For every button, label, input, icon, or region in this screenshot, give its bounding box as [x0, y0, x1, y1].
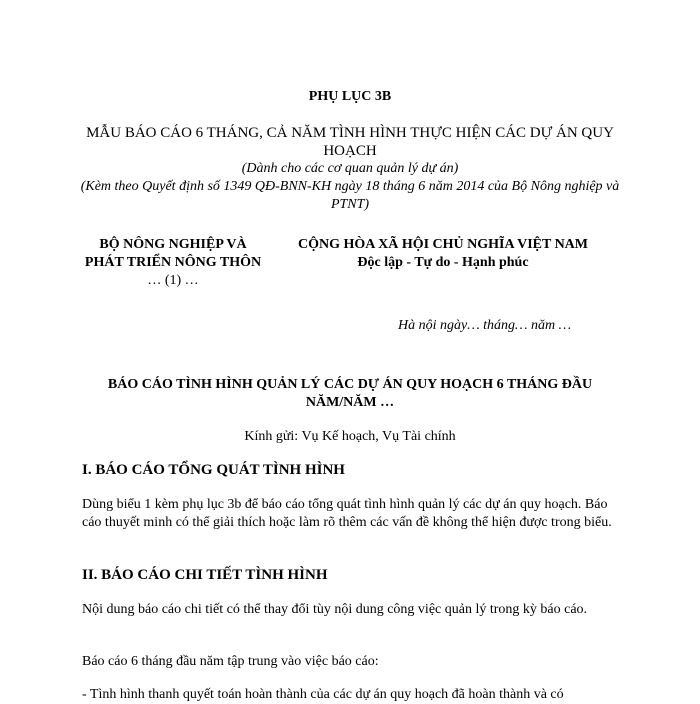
nation-motto: Độc lập - Tự do - Hạnh phúc	[357, 255, 529, 270]
section2-bullet-1: - Tình hình thanh quyết toán hoàn thành của các dự án quy hoạch đã hoàn thành và có	[82, 687, 564, 702]
recipient-line: Kính gửi: Vụ Kế hoạch, Vụ Tài chính	[244, 429, 456, 444]
organization-block	[82, 236, 264, 290]
section2-focus-intro: Báo cáo 6 tháng đầu năm tập trung vào việc báo cáo:	[82, 654, 379, 669]
report-title: BÁO CÁO TÌNH HÌNH QUẢN LÝ CÁC DỰ ÁN QUY HOẠCH 6 THÁNG ĐẦU NĂM/NĂM …	[107, 377, 593, 410]
for-whom-note: (Dành cho các cơ quan quản lý dự án)	[241, 161, 459, 176]
section2-heading: II. BÁO CÁO CHI TIẾT TÌNH HÌNH	[82, 567, 328, 583]
section2-body: Nội dung báo cáo chi tiết có thể thay đổi tùy nội dung công việc quản lý trong kỳ báo cáo.	[82, 602, 588, 617]
attached-to-note: (Kèm theo Quyết định số 1349 QĐ-BNN-KH ngày 18 tháng 6 năm 2014 của Bộ Nông nghiệp và PTNT)	[80, 179, 620, 212]
place-date: Hà nội ngày… tháng… năm …	[398, 318, 572, 333]
section1-body: Dùng biểu 1 kèm phụ lục 3b để báo cáo tổng quát tình hình quản lý các dự án quy hoạch. Báo cáo thuyết minh có thể giải thích hoặc làm rõ thêm các vấn đề không thể hiện được trong biểu.	[82, 497, 612, 530]
organization-name: BỘ NÔNG NGHIỆP VÀ PHÁT TRIỂN NÔNG THÔN	[84, 237, 262, 270]
main-title: MẪU BÁO CÁO 6 THÁNG, CẢ NĂM TÌNH HÌNH THỰC HIỆN CÁC DỰ ÁN QUY HOẠCH	[86, 125, 614, 159]
nation-name: CỘNG HÒA XÃ HỘI CHỦ NGHĨA VIỆT NAM	[297, 237, 588, 252]
appendix-title: PHỤ LỤC 3B	[308, 89, 392, 104]
nation-block	[258, 236, 628, 272]
section1-heading: I. BÁO CÁO TỔNG QUÁT TÌNH HÌNH	[82, 462, 345, 478]
organization-unit: … (1) …	[147, 273, 199, 288]
